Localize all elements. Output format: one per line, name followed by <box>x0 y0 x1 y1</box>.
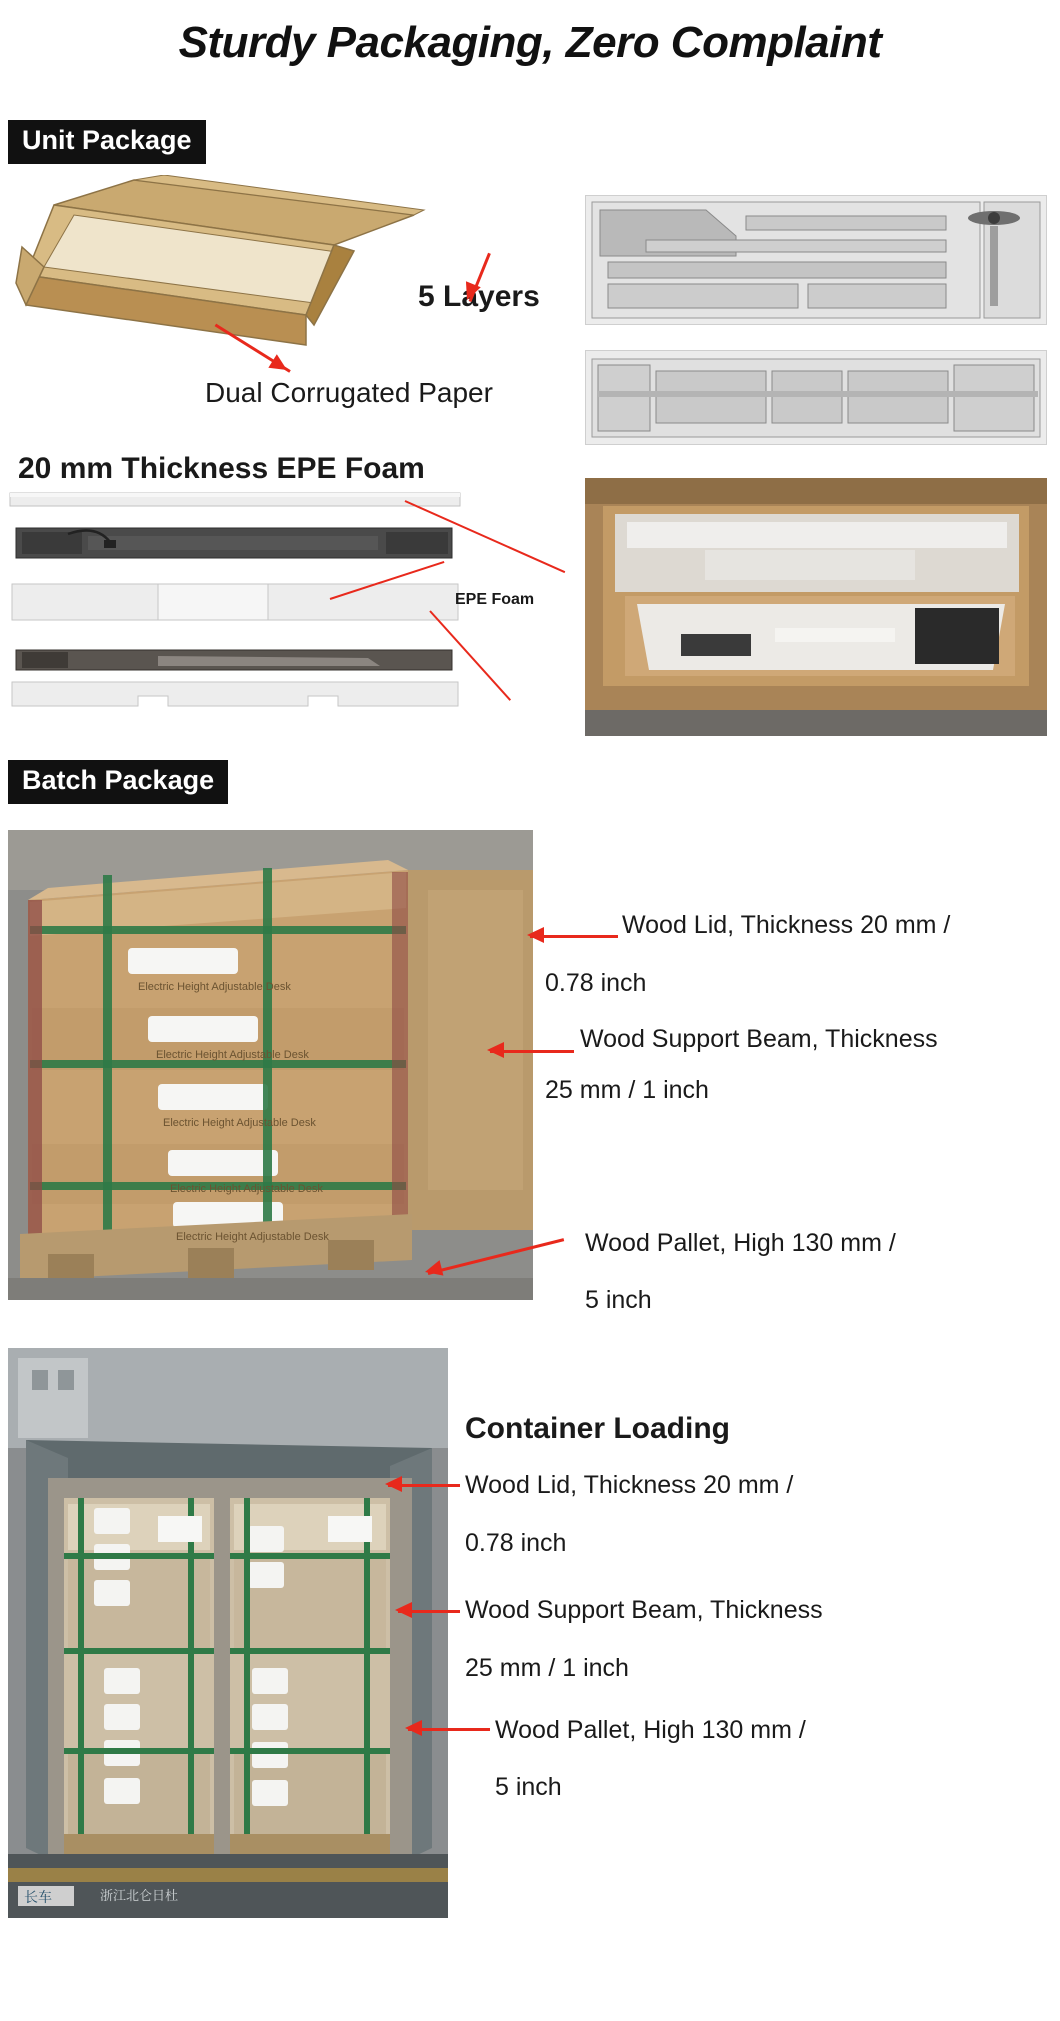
foam-sheet-top-svg <box>8 488 463 512</box>
svg-text:Electric Height Adjustable Des: Electric Height Adjustable Desk <box>170 1183 323 1195</box>
desk-frame-dark <box>8 520 463 570</box>
label-batch-pallet-line2: 5 inch <box>585 1286 652 1314</box>
packed-box-photo <box>585 478 1047 736</box>
cad-layout-bottom-svg <box>586 351 1046 444</box>
svg-text:浙江北仑日杜: 浙江北仑日杜 <box>100 1888 179 1903</box>
foam-tray-middle-svg <box>8 578 463 630</box>
page-title: Sturdy Packaging, Zero Complaint <box>178 18 882 67</box>
label-container-support-beam-line2: 25 mm / 1 inch <box>465 1654 629 1682</box>
foam-sheet-bottom-svg <box>8 678 463 710</box>
cad-layout-bottom <box>585 350 1047 445</box>
foam-tray-middle <box>8 578 463 630</box>
label-dual-corrugated-paper: Dual Corrugated Paper <box>205 377 493 408</box>
foam-sheet-bottom <box>8 678 463 710</box>
label-batch-support-beam-line1: Wood Support Beam, Thickness <box>580 1025 938 1053</box>
label-batch-pallet-line1: Wood Pallet, High 130 mm / <box>585 1229 896 1257</box>
label-container-support-beam-line1: Wood Support Beam, Thickness <box>465 1596 823 1624</box>
label-batch-support-beam-line2: 25 mm / 1 inch <box>545 1076 709 1104</box>
label-batch-wood-lid-line1: Wood Lid, Thickness 20 mm / <box>622 911 951 939</box>
label-container-pallet-line2: 5 inch <box>495 1773 562 1801</box>
label-container-wood-lid-line2: 0.78 inch <box>465 1529 567 1557</box>
container-loading-photo <box>8 1348 448 1918</box>
label-5-layers: 5 Layers <box>418 280 540 313</box>
desk-frame-dark-svg <box>8 520 463 570</box>
section-chip-unit-package: Unit Package <box>8 120 206 164</box>
svg-text:长车: 长车 <box>24 1889 52 1905</box>
svg-text:Electric Height Adjustable Des: Electric Height Adjustable Desk <box>138 981 291 993</box>
svg-text:Electric Height Adjustable Des: Electric Height Adjustable Desk <box>176 1231 329 1243</box>
svg-text:Electric Height Adjustable Des: Electric Height Adjustable Desk <box>163 1117 316 1129</box>
cad-layout-top-svg <box>586 196 1046 324</box>
label-epe-thickness: 20 mm Thickness EPE Foam <box>18 452 425 485</box>
cad-layout-top <box>585 195 1047 325</box>
foam-sheet-top <box>8 488 463 512</box>
label-container-wood-lid-line1: Wood Lid, Thickness 20 mm / <box>465 1471 794 1499</box>
section-chip-batch-package: Batch Package <box>8 760 228 804</box>
packed-box-photo-svg <box>585 478 1047 736</box>
label-batch-wood-lid-line2: 0.78 inch <box>545 969 647 997</box>
label-container-pallet-line1: Wood Pallet, High 130 mm / <box>495 1716 806 1744</box>
container-loading-photo-svg <box>8 1348 448 1918</box>
pallet-photo-svg <box>8 830 533 1300</box>
heading-container-loading: Container Loading <box>465 1412 730 1445</box>
pallet-photo <box>8 830 533 1300</box>
svg-text:Electric Height Adjustable Des: Electric Height Adjustable Desk <box>156 1049 309 1061</box>
label-epe-foam: EPE Foam <box>455 591 535 608</box>
